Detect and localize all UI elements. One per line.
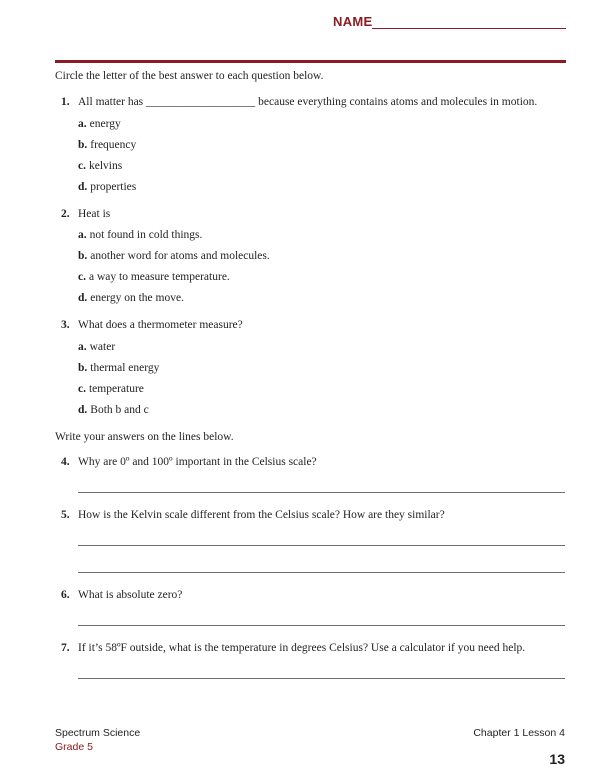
answer-line[interactable] [78,678,565,679]
option-text: energy on the move. [90,292,184,304]
option-text: thermal energy [90,362,160,374]
option-text: properties [90,181,137,193]
option-text: water [89,341,116,353]
question-3 [61,319,243,331]
option-text: temperature [88,383,144,395]
question-5 [61,509,445,521]
answer-line[interactable] [78,625,565,626]
instructions-write: Write your answers on the lines below. [55,431,234,443]
option-text: kelvins [88,160,123,172]
option-letter: d. [78,292,88,304]
question-number: 2. [61,208,70,220]
page-number: 13 [549,751,565,767]
option-3b[interactable] [78,362,159,374]
option-text: a way to measure temperature. [88,271,230,283]
option-text: not found in cold things. [89,229,203,241]
question-number: 3. [61,319,70,331]
option-3d[interactable] [78,404,149,416]
option-text: energy [89,118,121,130]
footer-chapter: Chapter 1 Lesson 4 [473,727,565,739]
option-letter: b. [78,250,88,262]
header-rule [55,60,566,63]
option-2c[interactable] [78,271,230,283]
option-1c[interactable] [78,160,122,172]
option-1a[interactable] [78,118,121,130]
question-number: 4. [61,456,70,468]
option-1d[interactable] [78,181,136,193]
name-label: NAME [333,14,373,29]
instructions-circle: Circle the letter of the best answer to each question below. [55,70,324,82]
option-letter: c. [78,383,86,395]
option-text: frequency [90,139,137,151]
option-letter: a. [78,341,87,353]
question-number: 5. [61,509,70,521]
option-letter: d. [78,181,88,193]
question-text: What does a thermometer measure? [78,319,243,331]
option-text: Both b and c [90,404,149,416]
question-text: Why are 0º and 100º important in the Celsius scale? [78,456,317,468]
question-text: If it’s 58ºF outside, what is the temperature in degrees Celsius? Use a calculator if you need help. [78,642,526,654]
question-number: 1. [61,96,70,108]
answer-line[interactable] [78,572,565,573]
option-text: another word for atoms and molecules. [90,250,270,262]
option-letter: c. [78,160,86,172]
option-3a[interactable] [78,341,115,353]
answer-line[interactable] [78,545,565,546]
question-7 [61,642,525,654]
question-2 [61,208,110,220]
option-letter: a. [78,229,87,241]
question-4 [61,456,317,468]
option-1b[interactable] [78,139,136,151]
name-write-line[interactable] [372,28,566,29]
option-3c[interactable] [78,383,144,395]
option-letter: b. [78,362,88,374]
question-6 [61,589,182,601]
option-2a[interactable] [78,229,202,241]
answer-line[interactable] [78,492,565,493]
question-text: What is absolute zero? [78,589,183,601]
question-text: How is the Kelvin scale different from the Celsius scale? How are they similar? [78,509,445,521]
option-2d[interactable] [78,292,184,304]
footer-grade: Grade 5 [55,741,93,753]
question-text: All matter has ___________________ because everything contains atoms and molecules in motion. [78,96,538,108]
option-letter: d. [78,404,88,416]
option-letter: a. [78,118,87,130]
option-letter: c. [78,271,86,283]
question-number: 6. [61,589,70,601]
option-letter: b. [78,139,88,151]
question-number: 7. [61,642,70,654]
question-1 [61,96,537,108]
footer-book-title: Spectrum Science [55,727,141,739]
question-text: Heat is [78,208,111,220]
option-2b[interactable] [78,250,270,262]
